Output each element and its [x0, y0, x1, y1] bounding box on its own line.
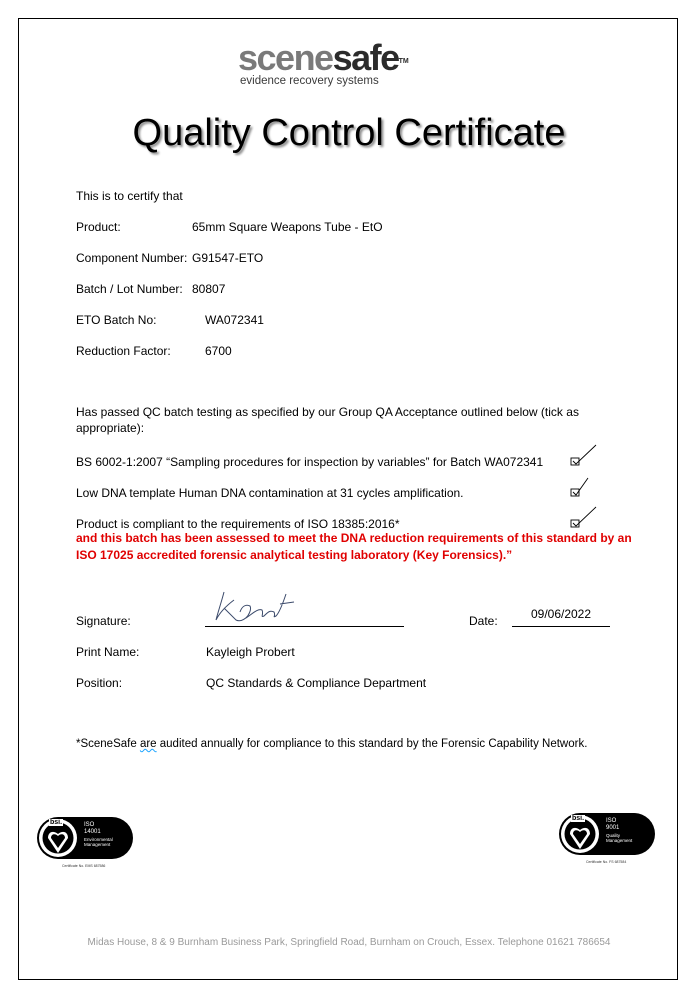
logo-brand-part2: safe — [332, 37, 399, 78]
badge-desc1: Environmental — [84, 837, 113, 842]
badge-iso: ISO — [606, 818, 617, 824]
iso-9001-badge — [558, 812, 658, 870]
print-name-label: Print Name: — [76, 645, 140, 659]
field-label-component: Component Number: — [76, 251, 188, 265]
logo-trademark: TM — [398, 58, 409, 65]
checkbox-ticked-icon — [570, 443, 598, 469]
audit-note-underlined: are — [139, 738, 157, 750]
check-item-bs6002: BS 6002-1:2007 “Sampling procedures for inspection by variables” for Batch WA072341 — [76, 455, 544, 469]
scenesafe-logo — [238, 38, 468, 98]
field-label-batch: Batch / Lot Number: — [76, 282, 183, 296]
iso-14001-badge — [36, 816, 136, 874]
signature-line — [205, 626, 404, 627]
passed-text-line1: Has passed QC batch testing as specified by our Group QA Acceptance outlined below (tick as — [76, 405, 579, 419]
audit-note-after: audited annually for compliance to this standard by the Forensic Capability Network. — [156, 738, 588, 750]
handwritten-signature — [210, 586, 296, 626]
logo-brand-part1: scene — [238, 37, 333, 78]
check-item-iso18385: Product is compliant to the requirements of ISO 18385:2016* — [76, 517, 400, 531]
date-label: Date: — [469, 614, 498, 628]
badge-org: bsi. — [572, 815, 585, 822]
badge-cert: Certificate No. FS 687584 — [586, 860, 627, 864]
badge-desc2: Management — [606, 838, 633, 843]
footer-address: Midas House, 8 & 9 Burnham Business Park, Springfield Road, Burnham on Crouch, Essex. Telephone 01621 786654 — [87, 937, 611, 948]
badge-org: bsi. — [50, 819, 63, 826]
field-value-product: 65mm Square Weapons Tube - EtO — [192, 220, 383, 234]
field-label-reduction: Reduction Factor: — [76, 344, 171, 358]
position-value: QC Standards & Compliance Department — [206, 676, 427, 690]
badge-number: 14001 — [84, 829, 101, 835]
badge-cert: Certificate No. EMS 687586 — [62, 864, 106, 868]
field-label-product: Product: — [76, 220, 121, 234]
print-name-value: Kayleigh Probert — [206, 645, 295, 659]
red-note-line1: and this batch has been assessed to meet the DNA reduction requirements of this standard by an — [76, 531, 632, 545]
field-label-eto-batch: ETO Batch No: — [76, 313, 157, 327]
page-title: Quality Control Certificate — [132, 112, 566, 154]
date-value: 09/06/2022 — [530, 607, 592, 621]
checkbox-ticked-icon — [570, 505, 598, 531]
checkbox-ticked-icon — [570, 475, 598, 501]
badge-iso: ISO — [84, 822, 95, 828]
audit-note-before: *SceneSafe — [76, 738, 140, 750]
red-note-line2: ISO 17025 accredited forensic analytical testing laboratory (Key Forensics).” — [76, 548, 513, 562]
position-label: Position: — [76, 676, 123, 690]
passed-text-line2: appropriate): — [76, 421, 145, 435]
field-value-reduction: 6700 — [205, 344, 232, 358]
badge-desc1: Quality — [606, 833, 621, 838]
field-value-eto-batch: WA072341 — [205, 313, 264, 327]
logo-wordmark — [238, 38, 468, 78]
audit-note — [76, 737, 587, 752]
badge-desc2: Management — [84, 842, 111, 847]
field-value-batch: 80807 — [192, 282, 226, 296]
logo-tagline: evidence recovery systems — [240, 75, 379, 87]
date-line — [512, 626, 610, 627]
check-item-low-dna: Low DNA template Human DNA contamination at 31 cycles amplification. — [76, 486, 464, 500]
intro-text: This is to certify that — [76, 189, 183, 203]
signature-label: Signature: — [76, 614, 131, 628]
badge-number: 9001 — [606, 825, 620, 831]
field-value-component: G91547-ETO — [192, 251, 264, 265]
